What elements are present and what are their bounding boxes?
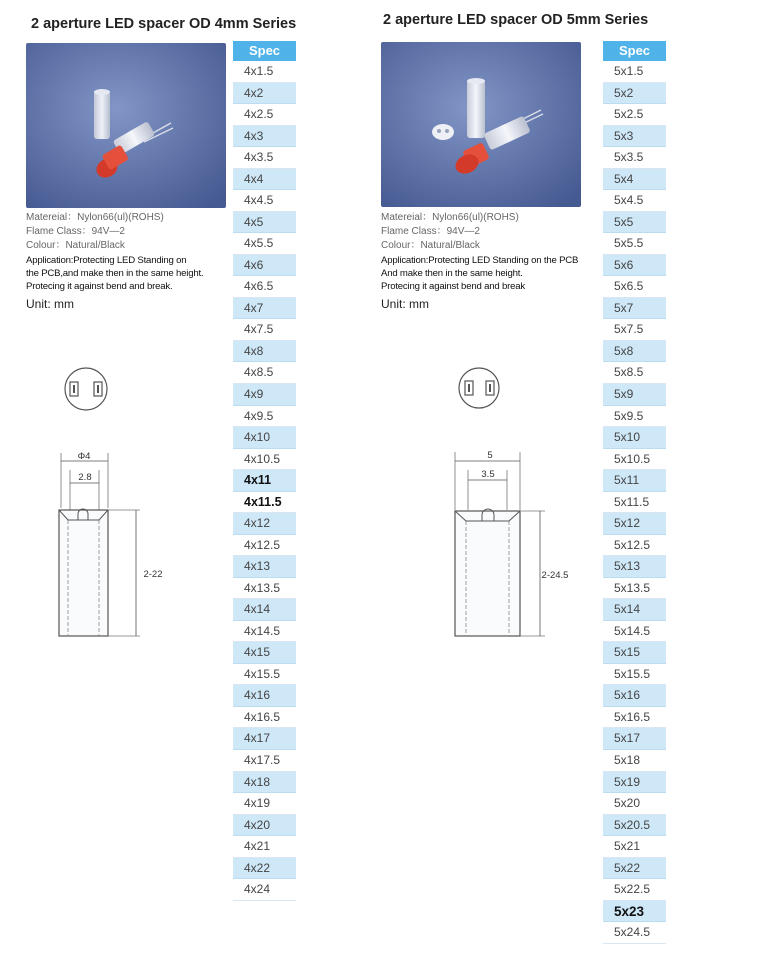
spec-row: 5x1.5 [603, 61, 666, 83]
spec-row: 4x7 [233, 298, 296, 320]
spec-row: 5x4.5 [603, 190, 666, 212]
spec-row: 5x19 [603, 772, 666, 794]
spec-row: 4x4 [233, 169, 296, 191]
spec-row: 4x1.5 [233, 61, 296, 83]
spec-row: 4x12 [233, 513, 296, 535]
spec-row: 4x5 [233, 212, 296, 234]
spec-row: 4x4.5 [233, 190, 296, 212]
spec-row: 4x13.5 [233, 578, 296, 600]
right-product-info [381, 211, 578, 311]
spec-row: 5x10 [603, 427, 666, 449]
spec-row: 5x14 [603, 599, 666, 621]
spec-row: 4x15.5 [233, 664, 296, 686]
spec-row: 5x9.5 [603, 406, 666, 428]
left-spec-table [233, 41, 296, 901]
left-series-title: 2 aperture LED spacer OD 4mm Series [31, 16, 297, 32]
pitch-dimension: 2.8 [78, 472, 92, 483]
right-technical-drawing [430, 360, 600, 650]
spec-row: 5x6.5 [603, 276, 666, 298]
unit-text: Unit: mm [26, 296, 74, 311]
spec-row: 4x2 [233, 83, 296, 105]
spec-row: 4x8.5 [233, 362, 296, 384]
spec-header: Spec [233, 41, 296, 61]
spec-row: 4x10.5 [233, 449, 296, 471]
spec-row: 4x16 [233, 685, 296, 707]
spec-row: 4x5.5 [233, 233, 296, 255]
unit-text: Unit: mm [381, 296, 429, 311]
spec-row: 5x23 [603, 901, 666, 923]
height-dimension: 2-22 [143, 569, 163, 580]
spec-row: 4x17.5 [233, 750, 296, 772]
od-dimension: Φ4 [77, 451, 91, 462]
spec-row: 5x16 [603, 685, 666, 707]
colour-text: Colour：Natural/Black [381, 240, 480, 252]
spec-row: 5x12.5 [603, 535, 666, 557]
spec-row: 5x24.5 [603, 922, 666, 944]
spec-row: 4x24 [233, 879, 296, 901]
right-product-photo [381, 42, 581, 207]
spec-row: 5x22.5 [603, 879, 666, 901]
spec-row: 4x2.5 [233, 104, 296, 126]
height-dimension: 2-24.5 [541, 570, 569, 581]
spec-row: 4x13 [233, 556, 296, 578]
material-text: Matereial：Nylon66(ul)(ROHS) [381, 212, 519, 223]
spec-header: Spec [603, 41, 666, 61]
application-line-3: Protecing it against bend and break. [26, 280, 173, 292]
spec-row: 5x3 [603, 126, 666, 148]
spec-row: 4x9.5 [233, 406, 296, 428]
spec-row: 5x9 [603, 384, 666, 406]
spec-row: 5x7 [603, 298, 666, 320]
spec-row: 4x12.5 [233, 535, 296, 557]
spec-row: 4x15 [233, 642, 296, 664]
spec-row: 5x16.5 [603, 707, 666, 729]
top-view-circle [65, 368, 107, 410]
spec-row: 5x6 [603, 255, 666, 277]
spec-row: 5x20 [603, 793, 666, 815]
application-line-2: And make then in the same height. [381, 267, 523, 279]
spec-row: 5x3.5 [603, 147, 666, 169]
spec-row: 5x15 [603, 642, 666, 664]
spec-row: 4x6 [233, 255, 296, 277]
spec-row: 5x2 [603, 83, 666, 105]
spec-row: 4x20 [233, 815, 296, 837]
spec-row: 4x18 [233, 772, 296, 794]
spec-row: 4x10 [233, 427, 296, 449]
spec-row: 5x7.5 [603, 319, 666, 341]
right-spec-table [603, 41, 666, 944]
colour-text: Colour：Natural/Black [26, 240, 125, 252]
application-line-1: Application:Protecting LED Standing on the PCB [381, 254, 579, 266]
spec-row: 4x16.5 [233, 707, 296, 729]
spec-row: 4x3 [233, 126, 296, 148]
spacer-body [455, 511, 520, 636]
spec-row: 5x10.5 [603, 449, 666, 471]
spec-row: 4x11 [233, 470, 296, 492]
spec-row: 4x8 [233, 341, 296, 363]
spec-row: 5x14.5 [603, 621, 666, 643]
led-spacer-photo-5mm [381, 42, 581, 207]
spec-row: 5x2.5 [603, 104, 666, 126]
spec-row: 5x13 [603, 556, 666, 578]
spec-row: 5x8 [603, 341, 666, 363]
led-spacer-photo-4mm [26, 43, 226, 208]
application-line-1: Application:Protecting LED Standing on [26, 254, 187, 266]
spec-row: 4x19 [233, 793, 296, 815]
spec-row: 4x3.5 [233, 147, 296, 169]
spec-row: 4x7.5 [233, 319, 296, 341]
spec-row: 5x12 [603, 513, 666, 535]
spec-row: 5x13.5 [603, 578, 666, 600]
spec-row: 5x11.5 [603, 492, 666, 514]
spec-row: 5x8.5 [603, 362, 666, 384]
material-text: Matereial：Nylon66(ul)(ROHS) [26, 212, 164, 223]
spec-row: 5x4 [603, 169, 666, 191]
right-series-title: 2 aperture LED spacer OD 5mm Series [383, 12, 649, 28]
left-product-info [26, 211, 203, 311]
spec-row: 4x17 [233, 728, 296, 750]
left-product-photo [26, 43, 226, 208]
spec-row: 5x15.5 [603, 664, 666, 686]
spec-row: 4x21 [233, 836, 296, 858]
flame-class-text: Flame Class：94V—2 [26, 226, 125, 238]
spec-row: 5x11 [603, 470, 666, 492]
pitch-dimension: 3.5 [481, 469, 495, 480]
spec-row: 5x22 [603, 858, 666, 880]
left-technical-drawing [40, 360, 220, 650]
spacer-body [59, 510, 108, 636]
spec-row: 5x21 [603, 836, 666, 858]
spec-row: 5x20.5 [603, 815, 666, 837]
top-view-circle [459, 368, 499, 408]
flame-class-text: Flame Class：94V—2 [381, 226, 480, 238]
spec-row: 5x5.5 [603, 233, 666, 255]
od-dimension: 5 [487, 450, 493, 461]
spec-row: 4x9 [233, 384, 296, 406]
spec-row: 4x6.5 [233, 276, 296, 298]
application-line-2: the PCB,and make then in the same height. [26, 267, 204, 279]
application-line-3: Protecing it against bend and break [381, 280, 525, 292]
spec-row: 4x11.5 [233, 492, 296, 514]
spec-row: 5x5 [603, 212, 666, 234]
spec-rows [233, 61, 296, 901]
spec-row: 5x18 [603, 750, 666, 772]
spec-rows [603, 61, 666, 944]
spec-row: 4x14 [233, 599, 296, 621]
spec-row: 4x22 [233, 858, 296, 880]
spec-row: 4x14.5 [233, 621, 296, 643]
spec-row: 5x17 [603, 728, 666, 750]
